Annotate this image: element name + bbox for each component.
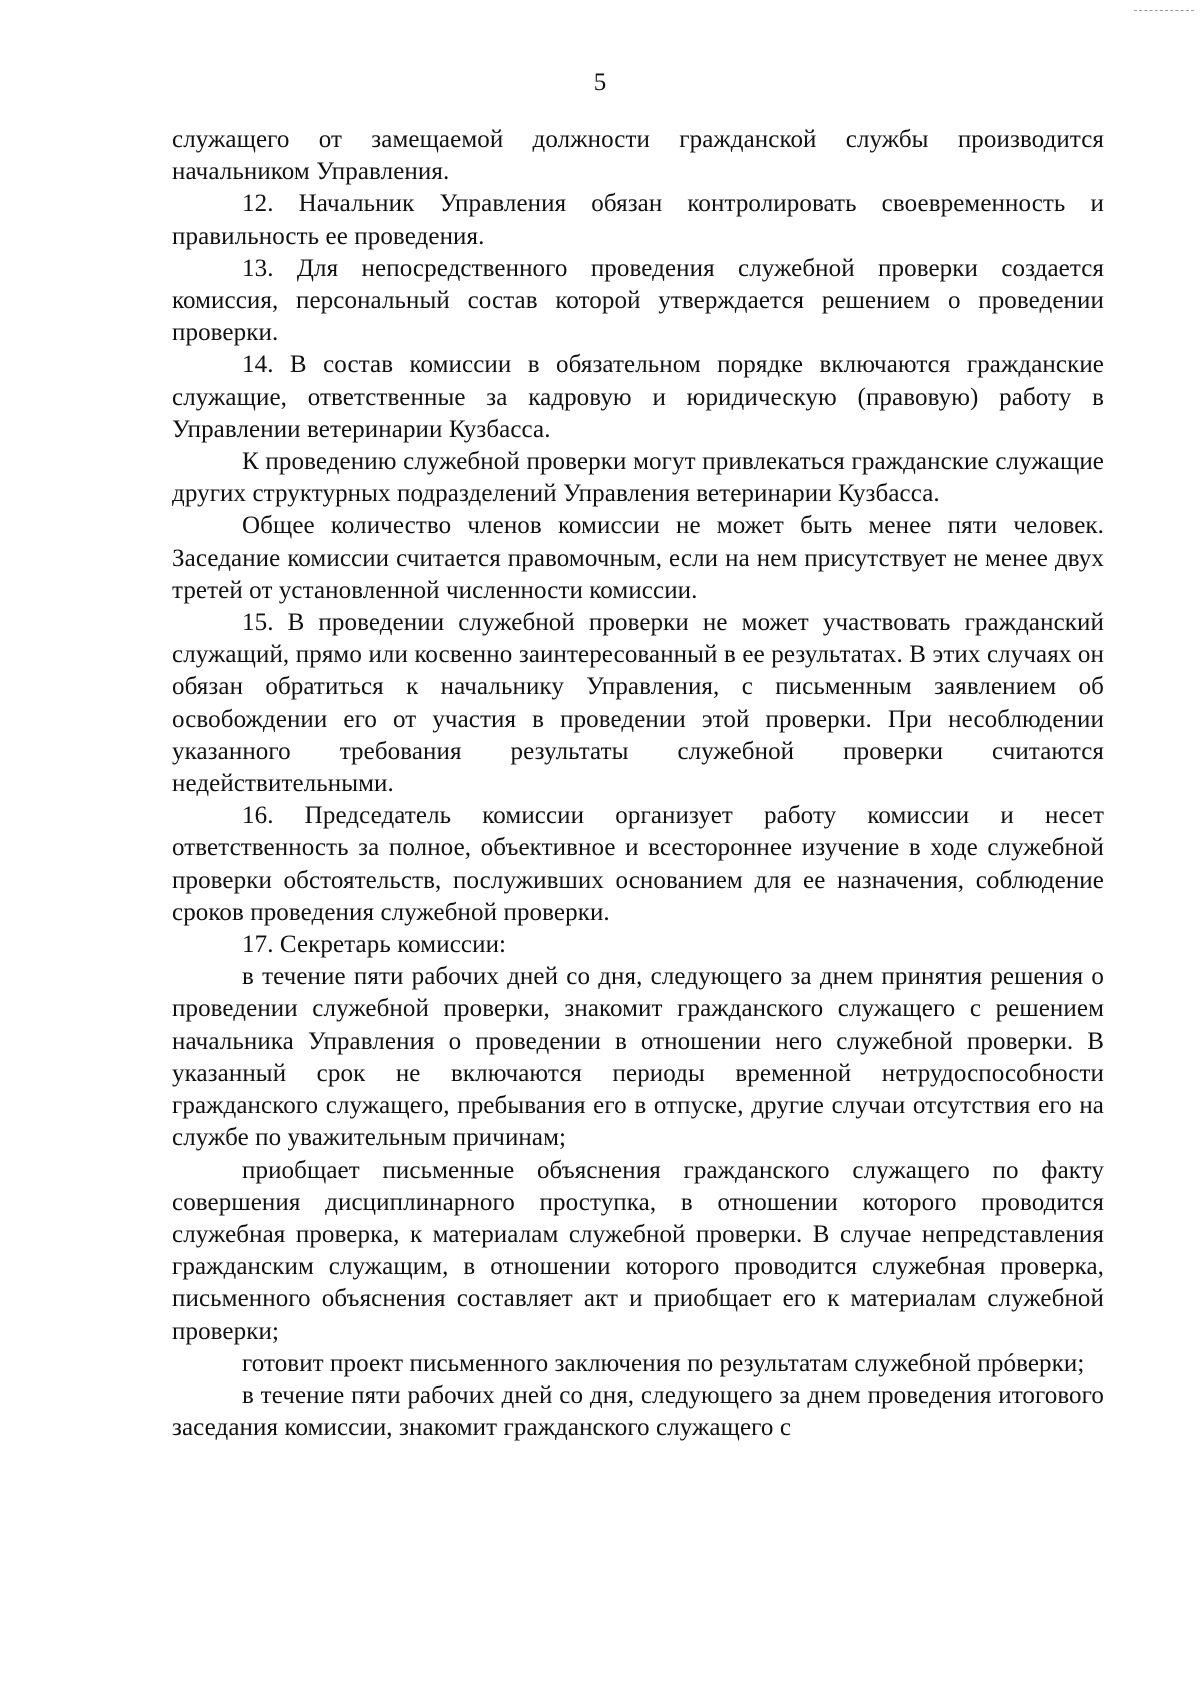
paragraph-item-17-duty-attach: приобщает письменные объяснения гражданского служащего по факту совершения дисциплинарного проступка, в отношении которого проводится служебная проверка, к материалам служебной проверки. В случае непредставления гражданским служащим, в отношении которого проводится служебная проверка, письменного объяснения составляет акт и приобщает его к материалам служебной проверки; [172, 1156, 1104, 1345]
paragraph-item-14-quorum: Общее количество членов комиссии не может быть менее пяти человек. Заседание комиссии считается правомочным, если на нем присутствует не менее двух третей от установленной численности комиссии. [172, 512, 1104, 604]
paragraph-item-17-duty-draft: готовит проект письменного заключения по результатам служебной прóверки; [242, 1349, 1085, 1377]
document-body [172, 124, 1104, 1444]
paragraph-item-17-duty-final: в течение пяти рабочих дней со дня, следующего за днем проведения итогового заседания комиссии, знакомит гражданского служащего с [172, 1381, 1104, 1442]
paragraph-item-14-involvement: К проведению служебной проверки могут привлекаться гражданские служащие других структурных подразделений Управления ветеринарии Кузбасса. [172, 448, 1104, 508]
scan-edge-mark [1134, 10, 1194, 11]
paragraph-item-17: 17. Секретарь комиссии: [242, 931, 507, 959]
paragraph-item-17-duty-acquaint: в течение пяти рабочих дней со дня, следующего за днем принятия решения о проведении служебной проверки, знакомит гражданского служащего с решением начальника Управления о проведении в отношении него служебной проверки. В указанный срок не включаются периоды временной нетрудоспособности гражданского служащего, пребывания его в отпуске, другие случаи отсутствия его на службе по уважительным причинам; [172, 963, 1104, 1152]
paragraph-item-13: 13. Для непосредственного проведения служебной проверки создается комиссия, персональный состав которой утверждается решением о проведении проверки. [172, 254, 1104, 347]
paragraph-item-14: 14. В состав комиссии в обязательном порядке включаются гражданские служащие, ответственные за кадровую и юридическую (правовую) работу в Управлении ветеринарии Кузбасса. [172, 351, 1104, 443]
paragraph-item-12: 12. Начальник Управления обязан контролировать своевременность и правильность ее проведения. [172, 190, 1104, 250]
paragraph-item-15: 15. В проведении служебной проверки не может участвовать гражданский служащий, прямо или косвенно заинтересованный в ее результатах. В этих случаях он обязан обратиться к начальнику Управления, с письменным заявлением об освобождении его от участия в проведении этой проверки. При несоблюдении указанного требования результаты служебной проверки считаются недействительными. [172, 609, 1104, 798]
paragraph-item-16: 16. Председатель комиссии организует работу комиссии и несет ответственность за полное, объективное и всестороннее изучение в ходе служебной проверки обстоятельств, послуживших основанием для ее назначения, соблюдение сроков проведения служебной проверки. [172, 802, 1104, 926]
page-number: 5 [593, 69, 607, 96]
paragraph-continuation: служащего от замещаемой должности гражданской службы производится начальником Управления. [172, 126, 1104, 186]
